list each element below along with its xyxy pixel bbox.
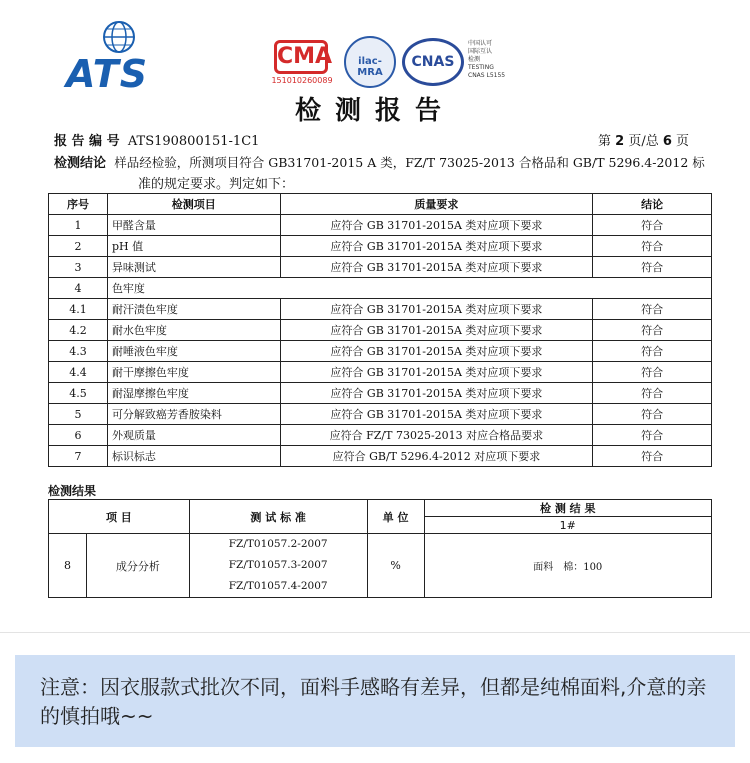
- row-item: 耐水色牢度: [107, 320, 280, 341]
- standard-line: FZ/T01057.3-2007: [228, 559, 328, 571]
- results-row-standards: [189, 534, 367, 598]
- cnas-side-line: 检测: [468, 56, 481, 63]
- row-result: 符合: [593, 299, 712, 320]
- results-table-header: [49, 500, 712, 517]
- table-row: [49, 320, 712, 341]
- report-number: [54, 130, 259, 149]
- row-item: 色牢度: [107, 278, 711, 299]
- row-result: 符合: [593, 383, 712, 404]
- results-header-standard: 测 试 标 准: [189, 500, 367, 534]
- cnas-side-line: 中国认可: [468, 40, 493, 47]
- table-row: [49, 236, 712, 257]
- row-no: 2: [49, 236, 108, 257]
- row-item: 外观质量: [107, 425, 280, 446]
- row-requirement: 应符合 GB 31701-2015A 类对应项下要求: [280, 362, 593, 383]
- row-no: 4.5: [49, 383, 108, 404]
- row-result: 符合: [593, 446, 712, 467]
- row-result: 符合: [593, 404, 712, 425]
- standard-line: FZ/T01057.2-2007: [228, 538, 328, 550]
- row-item: 异味测试: [107, 257, 280, 278]
- inspection-table-header: [49, 194, 712, 215]
- row-result: 符合: [593, 215, 712, 236]
- table-row: [49, 215, 712, 236]
- globe-icon: [102, 20, 136, 54]
- cnas-mark-text: CNAS: [411, 54, 455, 70]
- results-row-item: 成分分析: [86, 534, 189, 598]
- certification-marks: [270, 36, 530, 92]
- row-no: 4.4: [49, 362, 108, 383]
- conclusion: [54, 152, 724, 171]
- row-requirement: 应符合 GB 31701-2015A 类对应项下要求: [280, 215, 593, 236]
- row-no: 4.2: [49, 320, 108, 341]
- row-result: 符合: [593, 320, 712, 341]
- results-row-unit: %: [367, 534, 424, 598]
- header-conclusion: 结论: [593, 194, 712, 215]
- table-row: [49, 534, 712, 598]
- page-info-prefix: 第: [598, 134, 616, 149]
- row-item: 耐干摩擦色牢度: [107, 362, 280, 383]
- header-no: 序号: [49, 194, 108, 215]
- row-no: 5: [49, 404, 108, 425]
- report-number-label: 报 告 编 号: [54, 134, 120, 149]
- row-result: 符合: [593, 341, 712, 362]
- ats-logo: [66, 20, 176, 96]
- conclusion-label: 检测结论: [54, 156, 107, 171]
- cnas-mark: [402, 38, 464, 86]
- row-item: 可分解致癌芳香胺染料: [107, 404, 280, 425]
- table-row: [49, 341, 712, 362]
- row-requirement: 应符合 GB 31701-2015A 类对应项下要求: [280, 383, 593, 404]
- row-result: 符合: [593, 425, 712, 446]
- row-requirement: 应符合 GB 31701-2015A 类对应项下要求: [280, 299, 593, 320]
- ats-logo-text: ATS: [66, 52, 149, 96]
- results-table: [48, 499, 712, 598]
- section-divider: [0, 632, 750, 633]
- page-info-mid: 页/总: [624, 134, 663, 149]
- table-row: [49, 257, 712, 278]
- cma-number: 151010260089: [271, 76, 333, 85]
- results-header-item: 项 目: [49, 500, 190, 534]
- row-requirement: 应符合 FZ/T 73025-2013 对应合格品要求: [280, 425, 593, 446]
- report-number-value: ATS190800151-1C1: [127, 134, 260, 149]
- notice-text: 注意：因衣服款式批次不同，面料手感略有差异，但都是纯棉面料,介意的亲的慎拍哦~~: [40, 675, 707, 728]
- page-total: 6: [662, 134, 672, 149]
- cnas-side-line: CNAS L5155: [468, 72, 506, 79]
- page-info: [598, 130, 689, 149]
- row-requirement: 应符合 GB 31701-2015A 类对应项下要求: [280, 341, 593, 362]
- row-no: 3: [49, 257, 108, 278]
- row-no: 6: [49, 425, 108, 446]
- cma-mark: [270, 40, 332, 90]
- row-no: 4.3: [49, 341, 108, 362]
- cnas-side-line: 国际互认: [468, 48, 493, 55]
- results-header-result: 检 测 结 果: [424, 500, 712, 517]
- row-result: 符合: [593, 236, 712, 257]
- row-item: pH 值: [107, 236, 280, 257]
- row-requirement: 应符合 GB 31701-2015A 类对应项下要求: [280, 404, 593, 425]
- row-requirement: 应符合 GB 31701-2015A 类对应项下要求: [280, 257, 593, 278]
- row-result: 符合: [593, 362, 712, 383]
- header-item: 检测项目: [107, 194, 280, 215]
- table-row: [49, 362, 712, 383]
- results-section-label: 检测结果: [48, 484, 97, 498]
- page-info-suffix: 页: [671, 134, 690, 149]
- report-title: 检测报告: [294, 96, 455, 126]
- ilac-mra-text: ilac-MRA: [357, 56, 383, 78]
- page-current: 2: [615, 134, 625, 149]
- inspection-table: [48, 193, 712, 467]
- header-requirement: 质量要求: [280, 194, 593, 215]
- row-item: 耐湿摩擦色牢度: [107, 383, 280, 404]
- row-requirement: 应符合 GB 31701-2015A 类对应项下要求: [280, 236, 593, 257]
- notice-banner: [15, 655, 735, 747]
- row-no: 4.1: [49, 299, 108, 320]
- row-requirement: 应符合 GB/T 5296.4-2012 对应项下要求: [280, 446, 593, 467]
- table-row: [49, 425, 712, 446]
- row-item: 耐汗渍色牢度: [107, 299, 280, 320]
- results-row-no: 8: [49, 534, 87, 598]
- row-no: 4: [49, 278, 108, 299]
- standard-line: FZ/T01057.4-2007: [228, 580, 328, 592]
- row-item: 耐唾液色牢度: [107, 341, 280, 362]
- results-header-unit: 单 位: [367, 500, 424, 534]
- row-item: 标识标志: [107, 446, 280, 467]
- ilac-mra-mark: [344, 36, 396, 88]
- row-requirement: 应符合 GB 31701-2015A 类对应项下要求: [280, 320, 593, 341]
- table-row: [49, 299, 712, 320]
- row-no: 1: [49, 215, 108, 236]
- table-row: [49, 446, 712, 467]
- row-item: 甲醛含量: [107, 215, 280, 236]
- table-row: [49, 404, 712, 425]
- results-header-sample: 1#: [424, 517, 712, 534]
- cnas-side-text: [468, 40, 530, 80]
- cnas-side-line: TESTING: [468, 64, 494, 71]
- row-no: 7: [49, 446, 108, 467]
- conclusion-line-2: 准的规定要求。判定如下：: [138, 177, 295, 192]
- table-row: [49, 278, 712, 299]
- row-result: 符合: [593, 257, 712, 278]
- table-row: [49, 383, 712, 404]
- conclusion-line-1: 样品经检验，所测项目符合 GB31701-2015 A 类，FZ/T 73025-2013 合格品和 GB/T 5296.4-2012 标: [114, 155, 705, 170]
- results-row-result: 面料 棉：100: [424, 534, 712, 598]
- cma-mark-text: CMA: [274, 40, 328, 74]
